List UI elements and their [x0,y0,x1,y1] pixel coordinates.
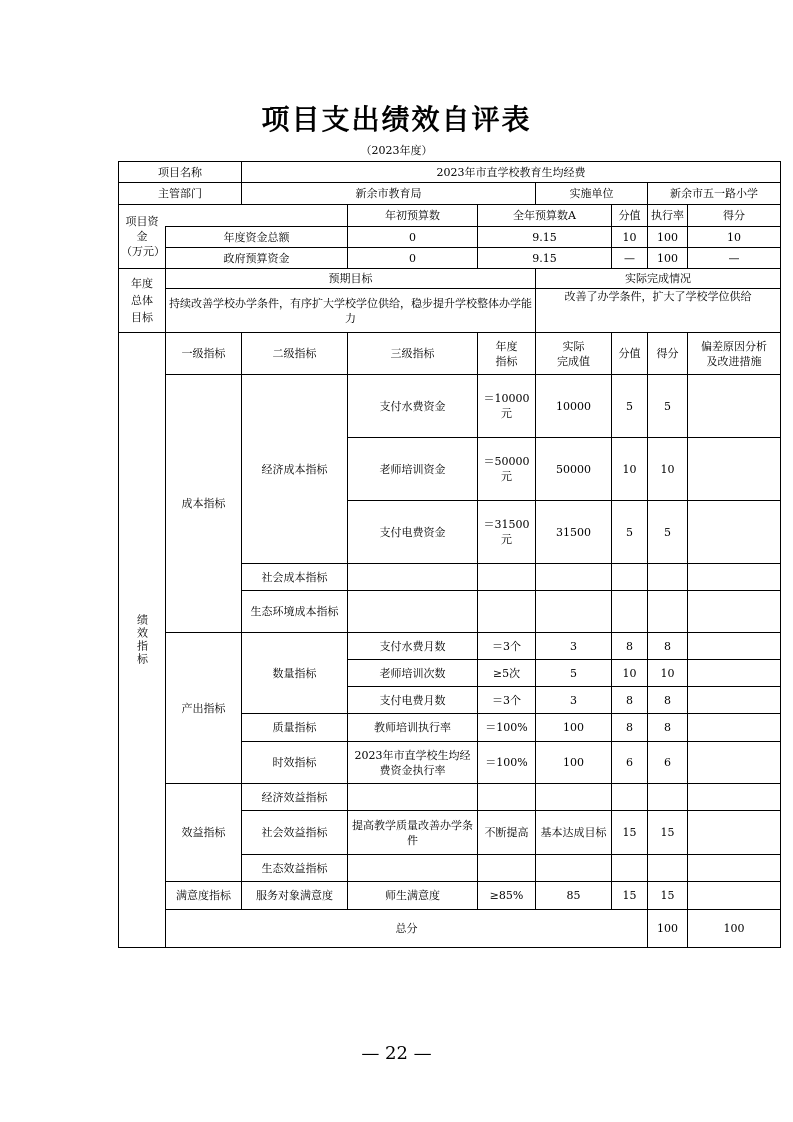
total-score-label: 总分 [166,910,648,948]
funds-label-cell [119,205,166,269]
gov-funds-row [119,248,781,269]
timeliness-indicator-label: 时效指标 [242,742,348,784]
water-funds-score: 5 [648,375,688,438]
social-cost-label: 社会成本指标 [242,564,348,591]
total-score-value-cell: 100 [648,910,688,948]
table-row [119,375,781,438]
training-rate-score: 8 [648,714,688,742]
page-number: — 22 — [361,1043,432,1064]
electric-funds-target: ＝31500元 [478,501,536,564]
funds-header-row [119,205,781,227]
training-funds-name: 老师培训资金 [348,438,478,501]
total-score-cell: 100 [688,910,781,948]
total-row [119,910,781,948]
total-funds-label: 年度资金总额 [166,227,348,248]
cost-indicator-label: 成本指标 [166,375,242,633]
overall-goal-label: 年度 总体 目标 [119,269,166,333]
water-months-score-value: 8 [612,633,648,660]
quality-improve-score-value: 15 [612,811,648,855]
exec-rate-header: 执行率 [648,205,688,227]
col-score-header: 得分 [648,333,688,375]
goals-content-row [119,289,781,333]
expected-goal-text: 持续改善学校办学条件，有序扩大学校学位供给，稳步提升学校整体办学能力 [166,289,536,333]
electric-funds-name: 支付电费资金 [348,501,478,564]
training-times-actual: 5 [536,660,612,687]
expected-goal-header: 预期目标 [166,269,536,289]
benefit-indicator-label: 效益指标 [166,784,242,882]
actual-value-header: 实际 完成值 [536,333,612,375]
service-satisfaction-label: 服务对象满意度 [242,882,348,910]
econ-cost-label: 经济成本指标 [242,375,348,564]
water-months-name: 支付水费月数 [348,633,478,660]
funds-unit: （万元） [121,245,165,258]
total-score-value: 10 [612,227,648,248]
electric-funds-actual: 31500 [536,501,612,564]
annual-index-header: 年度 指标 [478,333,536,375]
water-funds-target: ＝10000元 [478,375,536,438]
department-row [119,183,781,205]
actual-status-header: 实际完成情况 [536,269,781,289]
funds-label: 项目资金 [125,215,159,243]
water-funds-score-value: 5 [612,375,648,438]
electric-funds-score: 5 [648,501,688,564]
teacher-sat-target: ≥85% [478,882,536,910]
training-times-name: 老师培训次数 [348,660,478,687]
training-funds-score: 10 [648,438,688,501]
electric-months-name: 支付电费月数 [348,687,478,714]
project-name-row [119,162,781,183]
col-score-value-header: 分值 [612,333,648,375]
initial-budget-header: 年初预算数 [348,205,478,227]
training-funds-actual: 50000 [536,438,612,501]
eco-benefit-label: 生态效益指标 [242,855,348,882]
funds-rate-score: 6 [648,742,688,784]
training-funds-score-value: 10 [612,438,648,501]
table-row [119,784,781,811]
water-months-score: 8 [648,633,688,660]
output-indicator-label: 产出指标 [166,633,242,784]
annual-budget-header: 全年预算数A [478,205,612,227]
implementer-value: 新余市五一路小学 [648,183,781,205]
table-row [119,882,781,910]
table-row [119,633,781,660]
econ-benefit-label: 经济效益指标 [242,784,348,811]
goals-header-row [119,269,781,289]
quantity-indicator-label: 数量指标 [242,633,348,714]
water-months-actual: 3 [536,633,612,660]
water-months-target: ＝3个 [478,633,536,660]
quality-improve-actual: 基本达成目标 [536,811,612,855]
electric-funds-score-value: 5 [612,501,648,564]
page-title: 项目支出绩效自评表 [261,103,532,136]
gov-rate: 100 [648,248,688,269]
deviation-header: 偏差原因分析 及改进措施 [688,333,781,375]
electric-months-score: 8 [648,687,688,714]
teacher-sat-name: 师生满意度 [348,882,478,910]
funds-rate-actual: 100 [536,742,612,784]
training-times-target: ≥5次 [478,660,536,687]
water-funds-name: 支付水费资金 [348,375,478,438]
water-funds-actual: 10000 [536,375,612,438]
electric-months-actual: 3 [536,687,612,714]
social-benefit-label: 社会效益指标 [242,811,348,855]
department-label: 主管部门 [119,183,242,205]
level3-header: 三级指标 [348,333,478,375]
total-initial: 0 [348,227,478,248]
teacher-sat-score: 15 [648,882,688,910]
total-rate: 100 [648,227,688,248]
funds-rate-score-value: 6 [612,742,648,784]
year-label: （2023年度） [360,144,433,157]
level2-header: 二级指标 [242,333,348,375]
indicator-header-row [119,333,781,375]
project-name-value: 2023年市直学校教育生均经费 [242,162,781,183]
quality-indicator-label: 质量指标 [242,714,348,742]
gov-funds-label: 政府预算资金 [166,248,348,269]
satisfaction-indicator-label: 满意度指标 [166,882,242,910]
electric-months-target: ＝3个 [478,687,536,714]
electric-months-score-value: 8 [612,687,648,714]
actual-status-text: 改善了办学条件，扩大了学校学位供给 [536,289,781,333]
training-times-score: 10 [648,660,688,687]
evaluation-table [118,161,781,948]
level1-header: 一级指标 [166,333,242,375]
performance-label: 绩效指标 [119,333,166,948]
eco-cost-label: 生态环境成本指标 [242,591,348,633]
quality-improve-target: 不断提高 [478,811,536,855]
gov-score-value: — [612,248,648,269]
teacher-sat-score-value: 15 [612,882,648,910]
project-name-label: 项目名称 [119,162,242,183]
training-rate-actual: 100 [536,714,612,742]
funds-rate-name: 2023年市直学校生均经费资金执行率 [348,742,478,784]
teacher-sat-actual: 85 [536,882,612,910]
training-rate-score-value: 8 [612,714,648,742]
training-rate-name: 教师培训执行率 [348,714,478,742]
total-funds-row [119,227,781,248]
gov-initial: 0 [348,248,478,269]
score-value-header: 分值 [612,205,648,227]
training-funds-target: ＝50000元 [478,438,536,501]
quality-improve-name: 提高教学质量改善办学条件 [348,811,478,855]
total-score: 10 [688,227,781,248]
funds-rate-target: ＝100% [478,742,536,784]
training-times-score-value: 10 [612,660,648,687]
gov-annual: 9.15 [478,248,612,269]
department-value: 新余市教育局 [242,183,536,205]
total-annual: 9.15 [478,227,612,248]
training-rate-target: ＝100% [478,714,536,742]
score-header: 得分 [688,205,781,227]
gov-score: — [688,248,781,269]
quality-improve-score: 15 [648,811,688,855]
implementer-label: 实施单位 [536,183,648,205]
